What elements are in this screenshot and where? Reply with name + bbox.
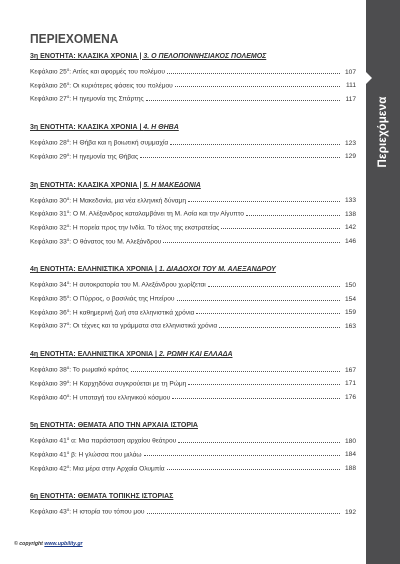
chapter-ordinal: ο [66,392,70,398]
section-heading [30,52,356,64]
chapter-title [30,376,186,390]
chapter-number: Κεφάλαιο 35 [30,295,67,303]
chapter-title [30,193,186,207]
toc-entry[interactable] [30,234,356,248]
chapter-ordinal: ο [66,151,70,157]
toc-entry[interactable] [30,461,356,475]
side-tab-label: Περιεχόμενα [377,96,389,168]
section-heading-unit: 4η ΕΝΟΤΗΤΑ: ΕΛΛΗΝΙΣΤΙΚΑ ΧΡΟΝΙΑ | [30,351,159,359]
dot-leader [144,455,340,456]
chapter-ordinal: ο [66,67,70,72]
page-number: 188 [344,465,356,473]
toc-entry[interactable] [30,390,356,404]
section-heading [30,492,356,504]
chapter-ordinal: ο [66,209,70,215]
chapter-name: : Οι κυριότερες φάσεις του πολέμου [69,82,173,90]
chapter-ordinal: ο [66,365,70,371]
chapter-number: Κεφάλαιο 41 [30,437,67,445]
chapter-number: Κεφάλαιο 40 [30,394,67,402]
section-heading-subtitle: 1. ΔΙΑΔΟΧΟΙ ΤΟΥ Μ. ΑΛΕΞΑΝΔΡΟΥ [158,266,276,274]
chapter-ordinal: ο [66,138,70,144]
chapter-name: : Η καθημερινή ζωή στα ελληνιστικά χρόνια [69,309,195,317]
dot-leader [146,100,340,101]
chapter-ordinal: ο [66,321,70,327]
dot-leader [140,157,340,158]
page-number: 192 [344,508,356,516]
page-number: 171 [344,380,356,388]
chapter-title [30,504,145,518]
chapter-name: : Η αυτοκρατορία του Μ. Αλεξάνδρου χωρίζεται [69,281,206,289]
chapter-title [30,362,129,376]
page-number: 184 [344,451,356,459]
chapter-name: : Η Μακεδονία, μια νέα ελληνική δύναμη [69,197,187,205]
dot-leader [172,398,340,399]
chapter-number: Κεφάλαιο 39 [30,380,67,388]
page-number: 107 [344,68,356,76]
page-number: 146 [344,238,356,246]
chapter-ordinal: ο [66,280,70,286]
chapter-title [30,433,176,447]
toc-entry[interactable] [30,318,356,332]
section-heading [30,265,356,277]
page-number: 129 [344,153,356,161]
toc-entry[interactable] [30,149,356,163]
section-heading-unit: 6η ΕΝΟΤΗΤΑ: ΘΕΜΑΤΑ ΤΟΠΙΚΗΣ ΙΣΤΟΡΙΑΣ [30,493,174,501]
copyright-footer [14,541,83,547]
chapter-name: : Το ρωμαϊκό κράτος [69,366,129,374]
chapter-number: Κεφάλαιο 25 [30,68,67,76]
toc-sections [30,52,356,536]
section-heading [30,350,356,362]
chapter-title [30,135,168,149]
section-heading-subtitle: 3. Ο ΠΕΛΟΠΟΝΝΗΣΙΑΚΟΣ ΠΟΛΕΜΟΣ [143,53,267,60]
toc-section [30,265,356,332]
chapter-ordinal: ο [66,507,70,513]
chapter-ordinal: ο [66,236,70,242]
page-number: 180 [344,437,356,445]
toc-entry[interactable] [30,193,356,207]
chapter-title [30,91,144,105]
dot-leader [131,371,340,372]
dot-leader [246,215,340,216]
dot-leader [175,86,340,87]
chapter-number: Κεφάλαιο 32 [30,224,67,232]
toc-section [30,123,356,162]
chapter-name: : Ο Πύρρος, ο βασιλιάς της Ηπείρου [69,295,175,303]
chapter-name: : Η πορεία προς την Ινδία. Το τέλος της εκστρατείας [69,224,220,232]
section-heading-subtitle: 5. Η ΜΑΚΕΔΟΝΙΑ [143,181,201,189]
toc-entry[interactable] [30,220,356,234]
chapter-name: : Η ηγεμονία της Θήβας [69,153,139,161]
chapter-name: : Αιτίες και αφορμές του πολέμου [69,68,165,76]
toc-entry[interactable] [30,78,356,92]
chapter-title [30,78,173,92]
dot-leader [188,201,340,202]
dot-leader [221,228,340,229]
page-number: 154 [344,295,356,303]
page-number: 123 [344,139,356,147]
section-heading-unit: 3η ΕΝΟΤΗΤΑ: ΚΛΑΣΙΚΑ ΧΡΟΝΙΑ | [30,53,144,60]
chapter-number: Κεφάλαιο 38 [30,366,67,374]
section-heading [30,181,356,193]
dot-leader [219,327,340,328]
page-number: 150 [344,281,356,289]
toc-entry[interactable] [30,135,356,149]
page-number: 159 [344,309,356,317]
page-number: 117 [345,95,356,103]
chapter-title [30,390,170,404]
chapter-ordinal: ο [66,449,70,455]
chapter-number: Κεφάλαιο 37 [30,322,67,330]
chapter-number: Κεφάλαιο 42 [30,465,67,473]
chapter-name: : Η ηγεμονία της Σπάρτης [69,95,144,103]
page-number: 167 [344,366,356,374]
dot-leader [167,73,340,74]
section-heading-unit: 5η ΕΝΟΤΗΤΑ: ΘΕΜΑΤΑ ΑΠΟ ΤΗΝ ΑΡΧΑΙΑ ΙΣΤΟΡΙΑ [30,422,198,430]
page-number: 176 [344,394,356,402]
toc-entry[interactable] [30,362,356,376]
section-heading-subtitle: 2. ΡΩΜΗ ΚΑΙ ΕΛΛΑΔΑ [158,351,233,359]
toc-entry[interactable] [30,433,356,447]
chapter-title [30,318,217,332]
dot-leader [178,442,340,443]
dot-leader [167,469,340,470]
chapter-ordinal: ο [66,436,70,442]
chapter-ordinal: ο [66,222,70,228]
chapter-number: Κεφάλαιο 36 [30,309,67,317]
chapter-number: Κεφάλαιο 27 [30,95,67,103]
chapter-ordinal: ο [66,80,70,86]
chapter-number: Κεφάλαιο 30 [30,197,67,205]
dot-leader [147,513,340,514]
toc-section [30,181,356,248]
chapter-title [30,149,138,163]
chapter-number: Κεφάλαιο 43 [30,508,67,516]
toc-section [30,421,356,474]
chapter-number: Κεφάλαιο 31 [30,210,67,218]
page-number: 133 [344,197,356,205]
toc-entry[interactable] [30,376,356,390]
side-tab [366,0,400,564]
page-number: 163 [344,322,356,330]
chapter-number: Κεφάλαιο 26 [30,82,67,90]
chapter-title [30,305,194,319]
chapter-ordinal: ο [66,94,70,100]
chapter-title [30,206,244,220]
chapter-title [30,461,165,475]
chapter-number: Κεφάλαιο 34 [30,281,67,289]
side-tab-notch [366,72,372,84]
section-heading [30,421,356,433]
toc-section [30,350,356,403]
chapter-number: Κεφάλαιο 29 [30,153,67,161]
toc-section [30,52,356,105]
dot-leader [196,313,340,314]
chapter-title [30,64,165,78]
toc-entry[interactable] [30,305,356,319]
dot-leader [170,144,340,145]
chapter-name: : Η υποταγή του ελληνικού κόσμου [69,394,171,402]
section-heading-unit: 3η ΕΝΟΤΗΤΑ: ΚΛΑΣΙΚΑ ΧΡΟΝΙΑ | [30,181,144,189]
toc-entry[interactable] [30,206,356,220]
section-heading-unit: 3η ΕΝΟΤΗΤΑ: ΚΛΑΣΙΚΑ ΧΡΟΝΙΑ | [30,124,144,132]
toc-entry[interactable] [30,447,356,461]
chapter-title [30,277,206,291]
chapter-name: β: Η γλώσσα που μιλάω [69,451,142,459]
toc-entry[interactable] [30,504,356,518]
chapter-ordinal: ο [66,294,70,300]
chapter-name: : Ο θάνατος του Μ. Αλεξάνδρου [69,238,162,246]
dot-leader [163,242,340,243]
section-heading-subtitle: 4. Η ΘΗΒΑ [143,124,179,132]
copyright-text: © copyright [14,541,45,547]
toc-entry[interactable] [30,64,356,78]
page-number: 111 [345,82,356,90]
chapter-title [30,234,161,248]
chapter-ordinal: ο [66,378,70,384]
toc-section [30,492,356,518]
page-number: 138 [344,210,356,218]
chapter-ordinal: ο [66,195,70,201]
dot-leader [208,286,340,287]
website-link[interactable]: www.upbility.gr [44,541,83,547]
chapter-title [30,447,142,461]
section-heading [30,123,356,135]
chapter-title [30,291,175,305]
chapter-name: : Η ιστορία του τόπου μου [69,508,145,516]
dot-leader [188,384,340,385]
chapter-name: : Η Καρχηδόνα συγκρούεται με τη Ρώμη [69,380,187,388]
chapter-title [30,220,219,234]
chapter-number: Κεφάλαιο 33 [30,238,67,246]
chapter-number: Κεφάλαιο 28 [30,139,67,147]
toc-entry[interactable] [30,277,356,291]
section-heading-unit: 4η ΕΝΟΤΗΤΑ: ΕΛΛΗΝΙΣΤΙΚΑ ΧΡΟΝΙΑ | [30,266,159,274]
page-title: ΠΕΡΙΕΧΟΜΕΝΑ [30,31,119,46]
chapter-name: : Η Θήβα και η βοιωτική συμμαχία [69,139,169,147]
chapter-ordinal: ο [66,463,70,469]
toc-entry[interactable] [30,291,356,305]
chapter-name: : Οι τέχνες και τα γράμματα στα ελληνιστικά χρόνια [69,322,218,330]
chapter-name: α: Μια παράσταση αρχαίου θεάτρου [69,437,177,445]
chapter-ordinal: ο [66,307,70,313]
toc-entry[interactable] [30,91,356,105]
dot-leader [177,300,341,301]
page-number: 142 [344,224,356,232]
chapter-name: : Μια μέρα στην Αρχαία Ολυμπία [69,465,165,473]
chapter-name: : Ο Μ. Αλέξανδρος καταλαμβάνει τη Μ. Ασία και την Αίγυπτο [69,210,244,218]
chapter-number: Κεφάλαιο 41 [30,451,67,459]
